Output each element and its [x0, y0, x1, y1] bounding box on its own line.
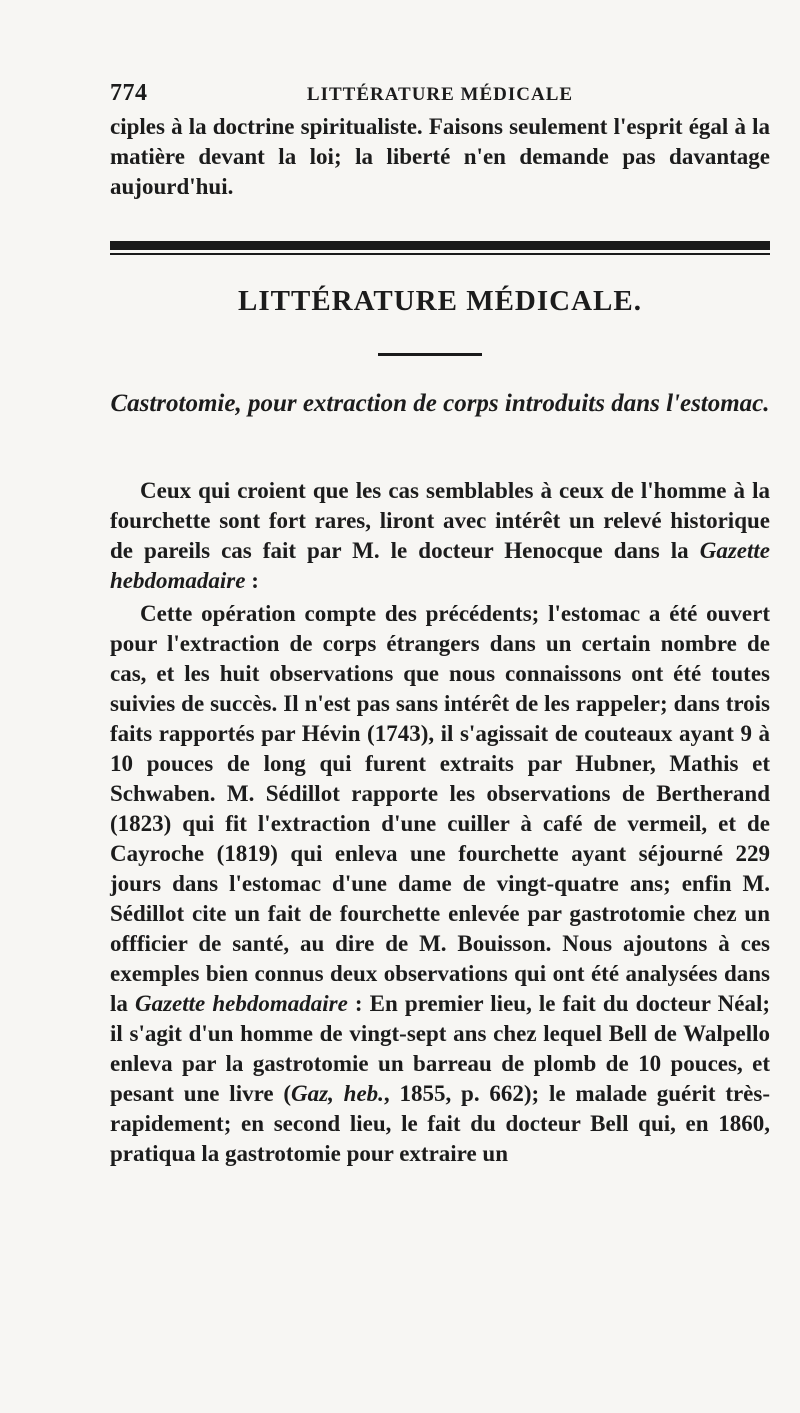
article-title: Castrotomie, pour extraction de corps introduits dans l'estomac.: [110, 390, 770, 417]
running-head: [110, 80, 770, 110]
paragraph-2-text-a: Cette opération compte des précédents; l'estomac a été ouvert pour l'extraction de corps étrangers dans un certain nombre de cas, et les huit observations que nous connaissons ont été toutes suivies de succès. Il n'est pas sans intérêt de les rappeler; dans trois faits rapportés par Hévin (1743), il s'agissait de couteaux ayant 9 à 10 pouces de long qui furent extraits par Hubner, Mathis et Schwaben. M. Sédillot rapporte les observations de Bertherand (1823) qui fit l'extraction d'une cuiller à café de vermeil, et de Cayroche (1819) qui enleva une fourchette ayant séjourné 229 jours dans l'estomac d'une dame de vingt-quatre ans; enfin M. Sédillot cite un fait de fourchette enlevée par gastrotomie chez un offficier de santé, au dire de M. Bouisson. Nous ajoutons à ces exemples bien connus deux observations qui ont été analysées dans la: [110, 601, 770, 1016]
carry-over-paragraph: [110, 112, 770, 202]
carry-over-text: ciples à la doctrine spiritualiste. Faisons seulement l'esprit égal à la matière devant la loi; la liberté n'en demande pas davantage aujourd'hui.: [110, 114, 770, 199]
article-body: [110, 476, 770, 1172]
paragraph-2-text-c: , 1855, p. 662); le malade guérit très-rapidement; en second lieu, le fait du docteur Bell qui, en 1860, pratiqua la gastrotomie pour extraire un: [110, 1081, 771, 1166]
title-ornament-rule: [378, 353, 482, 356]
paragraph-1: [110, 476, 770, 596]
paragraph-2-text-b: : En premier lieu, le fait du docteur Néal; il s'agit d'un homme de vingt-sept ans chez lequel Bell de Walpello enleva par la gastrotomie un barreau de plomb de 10 pouces, et pesant une livre (: [110, 991, 770, 1106]
page-number: 774: [110, 80, 148, 106]
paragraph-2-journal: Gazette hebdomadaire: [134, 991, 348, 1016]
running-title: LITTÉRATURE MÉDICALE: [306, 84, 574, 105]
paragraph-1-end: :: [245, 568, 259, 593]
section-divider-thin: [110, 253, 770, 255]
section-title: LITTÉRATURE MÉDICALE.: [238, 285, 642, 317]
paragraph-2: [110, 599, 770, 1169]
paragraph-2-citation: Gaz, heb.: [291, 1081, 384, 1106]
paragraph-1-text: Ceux qui croient que les cas semblables à ceux de l'homme à la fourchette sont fort rares, liront avec intérêt un relevé historique de pareils cas fait par M. le docteur Henocque dans la: [110, 478, 770, 563]
paragraph-1-journal: Gazette hebdomadaire: [110, 538, 770, 593]
section-divider-thick: [110, 241, 770, 250]
